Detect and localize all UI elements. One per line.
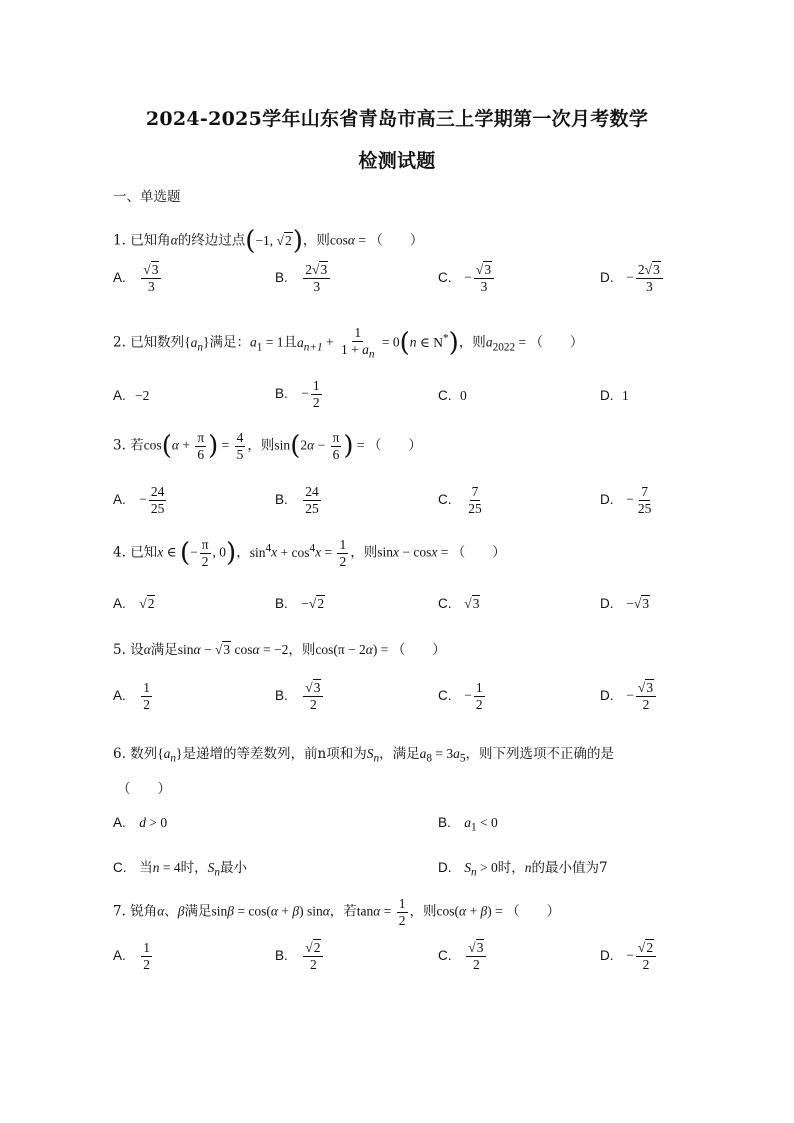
q3-option-d[interactable]: D. − $\frac{7}{25}$ [600, 484, 652, 516]
q3-option-b[interactable]: B. $\frac{24}{25}$ [275, 484, 319, 516]
question-4: 4. 已知x ∈ (− $\frac{\pi}{2}$ , 0)，$\sin^4x + \cos^4x$ = $\frac{1}{2}$ ，则sinx − cosx = （ ） [113, 537, 506, 569]
q5-option-b[interactable]: B. $\frac{√3}{2}$ [275, 680, 325, 712]
q3-option-c[interactable]: C. $\frac{7}{25}$ [438, 484, 482, 516]
q6-option-d[interactable]: D. $S_n > 0$时，n的最小值为7 [438, 860, 608, 879]
q7-option-c[interactable]: C. $\frac{√3}{2}$ [438, 940, 488, 972]
q7-option-d[interactable]: D. − $\frac{√2}{2}$ [600, 940, 658, 972]
q6-option-c[interactable]: C. 当n = 4时，$S_n$最小 [113, 860, 248, 879]
q6-option-a[interactable]: A. d > 0 [113, 815, 168, 830]
q4-option-a[interactable]: A. √2 [113, 596, 155, 611]
q2-option-c[interactable]: C. 0 [438, 388, 467, 403]
question-3: 3. 若cos(α + $\frac{\pi}{6}$ ) = $\frac{4}{5}$ ，则sin(2α − $\frac{\pi}{6}$ ) = （ ） [113, 430, 422, 462]
q2-option-d[interactable]: D. 1 [600, 388, 629, 403]
q3-option-a[interactable]: A. − $\frac{24}{25}$ [113, 484, 165, 516]
section-heading: 一、单选题 [113, 189, 181, 205]
q1-option-d[interactable]: D. − $\frac{2√3}{3}$ [600, 262, 665, 294]
document-title: 2024-2025学年山东省青岛市高三上学期第一次月考数学 [145, 108, 649, 130]
q7-option-a[interactable]: A. $\frac{1}{2}$ [113, 940, 151, 972]
q2-option-b[interactable]: B. − $\frac{1}{2}$ [275, 378, 320, 410]
q4-option-b[interactable]: B. −√2 [275, 596, 325, 611]
q6-option-b[interactable]: B. $a_1 < 0$ [438, 815, 498, 834]
document-subtitle: 检测试题 [358, 150, 436, 172]
question-1: 1. 已知角α的终边过点(−1, √2)，则cosα = （ ） [113, 226, 424, 256]
question-6: 6. 数列$\{a_n\}$是递增的等差数列，前n项和为$S_n$，满足$a_8 = 3a_5$，则下列选项不正确的是 [113, 746, 614, 765]
question-2: 2. 已知数列$\{a_n\}$满足：$a_1 = 1$且$a_{n+1}$ + $\frac{1}{1 + a_n}$ = 0(n ∈ N*)，则$a_{2022}$ = （ ） [113, 325, 584, 361]
q1-option-b[interactable]: B. $\frac{2√3}{3}$ [275, 262, 332, 294]
q1-option-a[interactable]: A. $\frac{√3}{3}$ [113, 262, 163, 294]
q5-option-c[interactable]: C. − $\frac{1}{2}$ [438, 680, 483, 712]
q4-option-c[interactable]: C. √3 [438, 596, 480, 611]
question-7: 7. 锐角α、β满足sinβ = cos(α + β) sinα，若tanα = $\frac{1}{2}$ ，则cos(α + β) = （ ） [113, 896, 561, 928]
q7-option-b[interactable]: B. $\frac{√2}{2}$ [275, 940, 325, 972]
q2-option-a[interactable]: A. −2 [113, 388, 150, 403]
question-6-paren: （ ） [117, 781, 171, 797]
q4-option-d[interactable]: D. −√3 [600, 596, 650, 611]
q5-option-a[interactable]: A. $\frac{1}{2}$ [113, 680, 151, 712]
q1-option-c[interactable]: C. − $\frac{√3}{3}$ [438, 262, 496, 294]
q5-option-d[interactable]: D. − $\frac{√3}{2}$ [600, 680, 658, 712]
question-5: 5. 设α满足sinα − √3 cosα = −2，则cos(π − 2α) = （ ） [113, 642, 446, 658]
